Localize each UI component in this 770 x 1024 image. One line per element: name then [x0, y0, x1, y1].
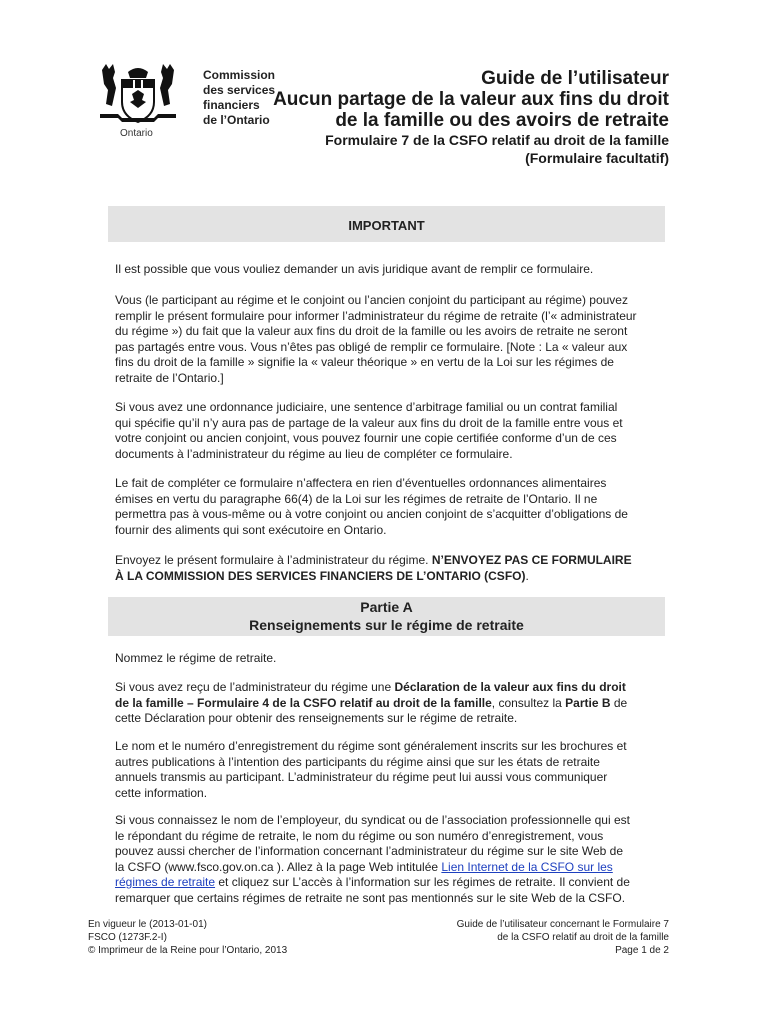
- effective-date: En vigueur le (2013-01-01): [88, 919, 207, 930]
- logo-wordmark: Ontario: [120, 128, 153, 139]
- copyright: © Imprimeur de la Reine pour l’Ontario, 2013: [88, 945, 288, 956]
- partie-a-paragraph-2: Si vous avez reçu de l’administrateur du régime une Déclaration de la valeur aux fins du droit de la famille – Formulaire 4 de la CSFO relatif au droit de la famille, consultez la Partie B de cette Déclaration pour obtenir des renseignements sur le régime de retraite.: [115, 680, 628, 725]
- intro-paragraph-3: Si vous avez une ordonnance judiciaire, une sentence d’arbitrage familial ou un contrat familial qui spécifie qu’il n’y aura pas de partage de la valeur aux fins du droit de la famille entre vous et votre conjoint ou ancien conjoint, vous pouvez fournir une copie certifiée conforme d’un de ces documents à l’administrateur du régime au lieu de compléter ce formulaire.: [115, 400, 623, 461]
- warning-text: N’ENVOYEZ PAS CE FORMULAIRE: [431, 553, 632, 567]
- intro-paragraph-4: Le fait de compléter ce formulaire n’affectera en rien d’éventuelles ordonnances alimentaires émises en vertu du paragraphe 66(4) de la Loi sur les régimes de retraite de l’Ontario. Il ne permettra pas à vous-même ou à votre conjoint ou ancien conjoint de s’acquitter d’obligations de fournir des aliments qui sont exécutoire en Ontario.: [115, 476, 628, 537]
- document-subtitle: Formulaire 7 de la CSFO relatif au droit de la famille: [325, 132, 669, 148]
- document-title-line3: de la famille ou des avoirs de retraite: [335, 110, 669, 131]
- form-code: FSCO (1273F.2-I): [88, 932, 167, 943]
- intro-paragraph-1: Il est possible que vous vouliez demander un avis juridique avant de remplir ce formulaire.: [115, 262, 594, 276]
- document-title-block: [269, 68, 669, 167]
- footer-right: Guide de l’utilisateur concernant le Formulaire 7 de la CSFO relatif au droit de la famille Page 1 de 2: [456, 919, 669, 956]
- partie-a-paragraph-4: Si vous connaissez le nom de l’employeur, du syndicat ou de l’association professionnelle qui est le répondant du régime de retraite, le nom du régime ou son numéro d’enregistrement, vous pouvez aussi chercher de l’information concernant l’administrateur du régime sur le site Web de la CSFO (www.fsco.gov.on.ca ). Allez à la page Web intitulée Lien Internet de la CSFO sur les régimes de retraite et cliquez sur L’accès à l’information sur les régimes de retraite. Il convient de remarquer que certains régimes de retraite ne sont pas mentionnés sur le site Web de la CSFO.: [115, 813, 630, 905]
- fsco-pension-link-continued[interactable]: régimes de retraite: [115, 875, 216, 889]
- partie-a-paragraph-3: Le nom et le numéro d’enregistrement du régime sont généralement inscrits sur les brochures et autres publications à l’intention des participants du régime ainsi que sur les états de retraite annuels transmis au participant. L’administrateur du régime peut lui aussi vous communiquer cette information.: [115, 739, 627, 800]
- partie-a-heading: [108, 597, 665, 636]
- agency-name: Commission des services financiers de l’Ontario: [203, 68, 276, 127]
- important-heading: IMPORTANT: [108, 206, 665, 242]
- fsco-pension-link[interactable]: Lien Internet de la CSFO sur les: [441, 859, 613, 874]
- partie-a-paragraph-1: Nommez le régime de retraite.: [115, 651, 277, 665]
- intro-paragraph-5: Envoyez le présent formulaire à l’administrateur du régime. N’ENVOYEZ PAS CE FORMULAIRE À LA COMMISSION DES SERVICES FINANCIERS DE L’ONTARIO (CSFO).: [115, 553, 632, 583]
- document-title-line2: Aucun partage de la valeur aux fins du droit: [273, 89, 669, 110]
- partie-a-title: Partie A: [360, 599, 413, 615]
- warning-text-line2: À LA COMMISSION DES SERVICES FINANCIERS DE L’ONTARIO (CSFO): [115, 568, 526, 583]
- document-title: Guide de l’utilisateur: [481, 68, 669, 89]
- page-number: Page 1 de 2: [615, 945, 669, 956]
- partie-a-subtitle: Renseignements sur le régime de retraite: [249, 617, 524, 633]
- intro-paragraph-2: Vous (le participant au régime et le conjoint ou l’ancien conjoint du participant au régime) pouvez remplir le présent formulaire pour informer l’administrateur du régime de retraite (l’« administrateur du régime ») du fait que la valeur aux fins du droit de la famille ou les avoirs de retraite ne seront pas partagés entre vous. Vous n’êtes pas obligé de remplir ce formulaire. [Note : La « valeur aux fins du droit de la famille » signifie la « valeur théorique » en vertu de la Loi sur les régimes de retraite de l’Ontario.]: [115, 293, 637, 385]
- document-subtitle-optional: (Formulaire facultatif): [525, 150, 669, 166]
- footer-left: [88, 918, 287, 957]
